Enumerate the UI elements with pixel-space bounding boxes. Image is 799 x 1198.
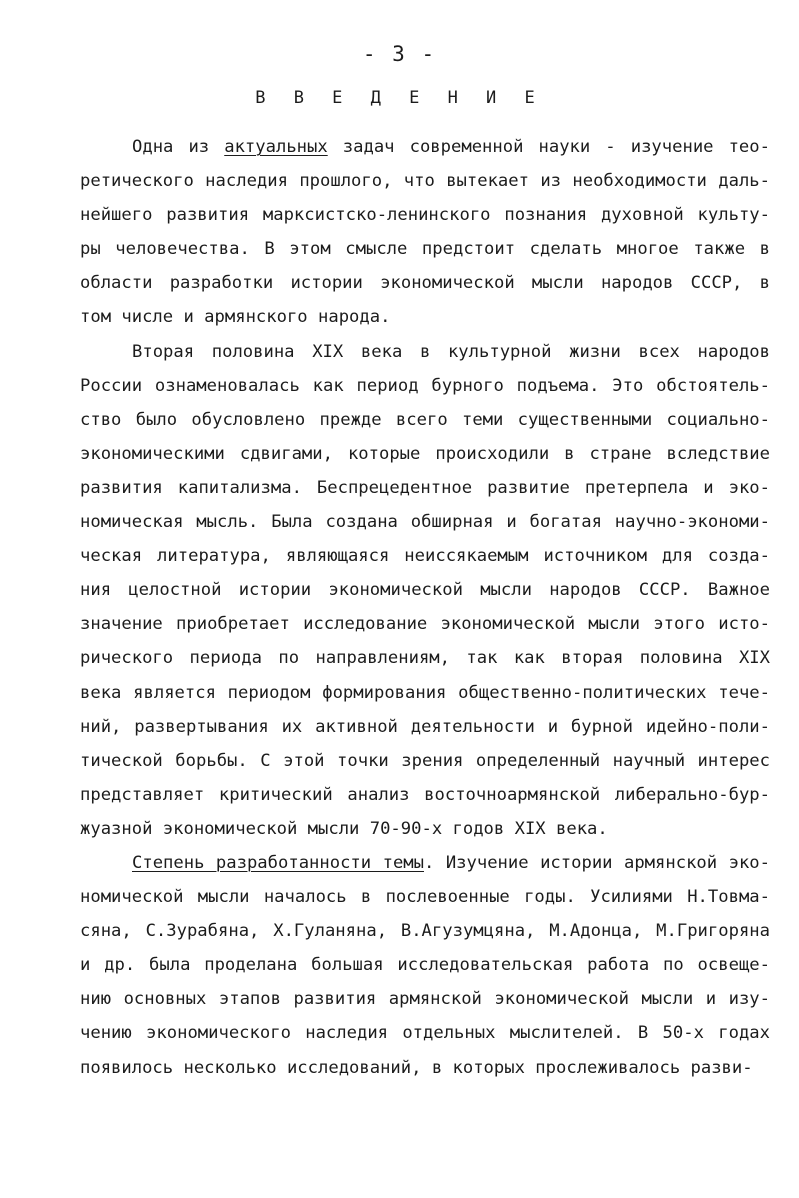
text-segment: значение приобретает исследование экономической мысли этого исто- [80, 614, 770, 635]
text-segment: номической мысли началось в послевоенные годы. Усилиями Н.Товма- [80, 887, 770, 908]
text-line [80, 300, 770, 334]
text-line [80, 982, 770, 1016]
text-line [80, 505, 770, 539]
text-segment: появилось несколько исследований, в которых прослеживалось разви- [80, 1057, 753, 1078]
text-segment: . Изучение истории армянской эко- [424, 852, 770, 873]
text-line [80, 607, 770, 641]
text-line [80, 403, 770, 437]
text-line [80, 846, 770, 880]
text-line [80, 812, 770, 846]
text-segment: развития капитализма. Беспрецедентное развитие претерпела и эко- [80, 477, 770, 498]
text-segment: сяна, С.Зурабяна, Х.Гуланяна, В.Агузумцяна, М.Адонца, М.Григоряна [80, 921, 770, 942]
text-line [80, 369, 770, 403]
text-line [80, 710, 770, 744]
underlined-text: актуальных [224, 137, 328, 157]
text-line [80, 437, 770, 471]
text-line [80, 676, 770, 710]
text-segment: нейшего развития марксистско-ленинского познания духовной культу- [80, 205, 770, 226]
text-line [80, 130, 770, 164]
text-line [80, 266, 770, 300]
text-line [80, 1051, 770, 1085]
text-line [80, 880, 770, 914]
text-segment: рического периода по направлениям, так как вторая половина XIX [80, 648, 770, 669]
text-line [80, 778, 770, 812]
text-segment: экономическими сдвигами, которые происходили в стране вследствие [80, 443, 770, 464]
text-line [80, 335, 770, 369]
text-segment: ретического наследия прошлого, что вытекает из необходимости даль- [80, 171, 770, 192]
text-line [80, 948, 770, 982]
text-segment: и др. была проделана большая исследовательская работа по освеще- [80, 955, 770, 976]
text-line [80, 471, 770, 505]
text-segment: представляет критический анализ восточноармянской либерально-бур- [80, 784, 770, 805]
text-segment: ния целостной истории экономической мысли народов СССР. Важное [80, 580, 770, 601]
text-line [80, 573, 770, 607]
page-number: - 3 - [362, 42, 437, 66]
text-line [80, 641, 770, 675]
paragraph [80, 846, 770, 1085]
text-segment: том числе и армянского народа. [80, 307, 391, 328]
text-segment: Вторая половина XIX века в культурной жизни всех народов [132, 341, 770, 362]
underlined-text: Степень разработанности темы [132, 852, 424, 873]
text-segment: чению экономического наследия отдельных мыслителей. В 50-х годах [80, 1023, 770, 1044]
paragraph [80, 335, 770, 846]
text-segment: России ознаменовалась как период бурного подъема. Это обстоятель- [80, 375, 770, 396]
text-line [80, 539, 770, 573]
text-segment: ческая литература, являющаяся неиссякаемым источником для созда- [80, 546, 770, 567]
text-segment: ство было обусловлено прежде всего теми существенными социально- [80, 409, 770, 430]
text-segment: Одна из [132, 137, 225, 157]
text-line [80, 1016, 770, 1050]
text-line [80, 164, 770, 198]
text-segment: ний, развертывания их активной деятельности и бурной идейно-поли- [80, 716, 770, 737]
paragraph [80, 130, 770, 335]
text-line [80, 744, 770, 778]
section-heading: В В Е Д Е Н И Е [255, 88, 544, 108]
text-segment: жуазной экономической мысли 70-90-х годов XIX века. [80, 818, 608, 839]
text-segment: области разработки истории экономической мысли народов СССР, в [80, 273, 770, 294]
text-segment: задач современной науки - изучение тео- [327, 137, 770, 157]
text-line [80, 914, 770, 948]
text-segment: нию основных этапов развития армянской экономической мысли и изу- [80, 989, 770, 1010]
text-line [80, 198, 770, 232]
text-segment: номическая мысль. Была создана обширная и богатая научно-экономи- [80, 512, 770, 533]
text-line [80, 232, 770, 266]
text-segment: века является периодом формирования общественно-политических тече- [80, 682, 770, 703]
body-text [80, 130, 770, 1085]
text-segment: ры человечества. В этом смысле предстоит сделать многое также в [80, 239, 770, 260]
text-segment: тической борьбы. С этой точки зрения определенный научный интерес [80, 750, 770, 771]
